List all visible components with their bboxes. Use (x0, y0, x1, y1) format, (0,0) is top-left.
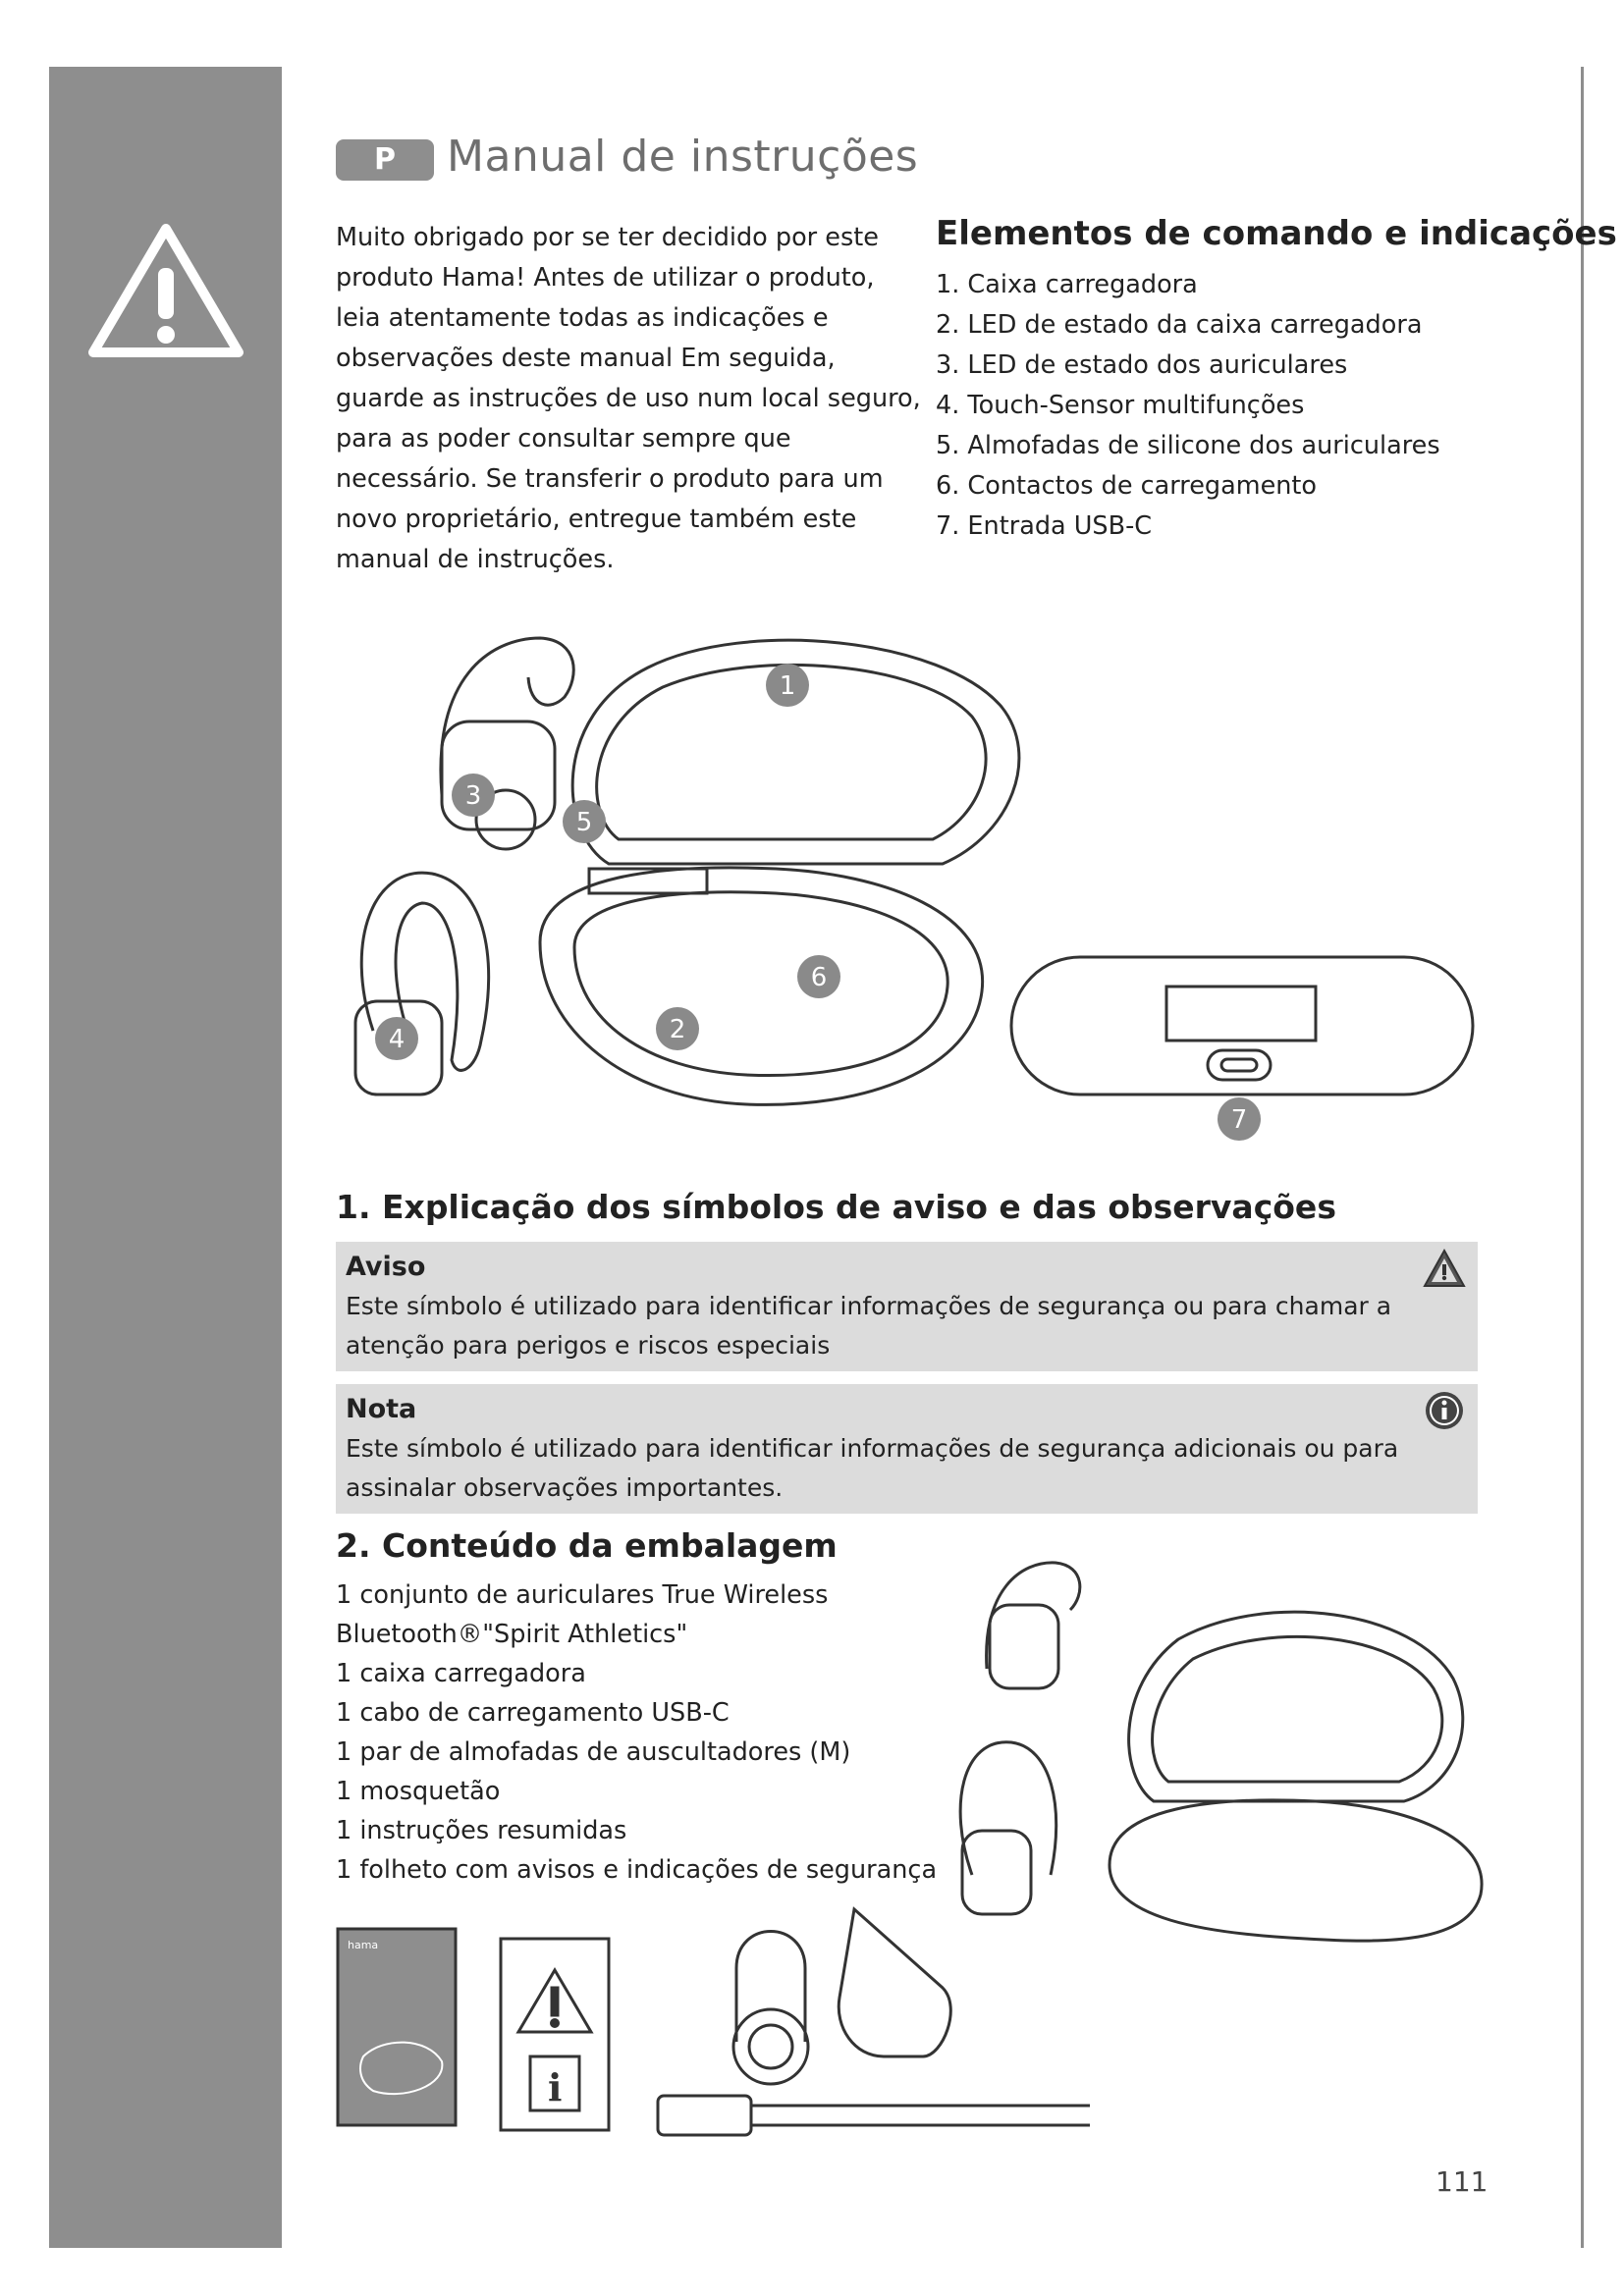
list-item: 1 cabo de carregamento USB-C (336, 1698, 730, 1728)
list-item: 5. Almofadas de silicone dos auriculares (936, 431, 1440, 460)
callout-label: 4 (388, 1025, 406, 1054)
list-item: 1 par de almofadas de auscultadores (M) (336, 1737, 851, 1767)
earbud-top-illustration (441, 638, 573, 849)
left-sidebar-band (49, 67, 282, 2248)
warning-triangle-icon (86, 221, 245, 360)
charging-case-closed-illustration (1011, 957, 1473, 1095)
callout-label: 6 (810, 963, 828, 992)
charging-case-open-illustration (540, 640, 1019, 1104)
list-item: 7. Entrada USB-C (936, 511, 1153, 541)
list-item: 1 conjunto de auriculares True Wireless Bluetooth®"Spirit Athletics" (336, 1580, 829, 1649)
callout-label: 5 (575, 808, 593, 837)
aviso-body: Este símbolo é utilizado para identificar informações de segurança ou para chamar a atenção para perigos e riscos especiais (346, 1292, 1392, 1360)
list-item: 1. Caixa carregadora (936, 270, 1198, 299)
elements-list (936, 265, 1440, 547)
nota-body: Este símbolo é utilizado para identificar informações de segurança adicionais ou para assinalar observações importantes. (346, 1434, 1399, 1502)
section1-heading: 1. Explicação dos símbolos de aviso e das observações (336, 1188, 1336, 1226)
nota-notice (336, 1384, 1478, 1514)
carabiner (839, 1909, 950, 2056)
callout-badges (375, 664, 1261, 1141)
page-number: 111 (1435, 2165, 1489, 2198)
section2-heading: 2. Conteúdo da embalagem (336, 1526, 838, 1565)
safety-leaflet (501, 1939, 609, 2130)
list-item: 3. LED de estado dos auriculares (936, 350, 1348, 380)
product-illustration (334, 618, 1492, 1168)
usb-c-cable (658, 2096, 1090, 2135)
list-item: 1 caixa carregadora (336, 1659, 586, 1688)
elements-heading: Elementos de comando e indicações (936, 214, 1617, 253)
package-contents-list (336, 1575, 974, 1890)
language-badge: P (336, 139, 434, 181)
list-item: 2. LED de estado da caixa carregadora (936, 310, 1423, 340)
aviso-title: Aviso (346, 1252, 426, 1282)
callout-label: 2 (669, 1015, 686, 1044)
earbud-left-illustration (355, 873, 489, 1095)
earbud-tips (733, 1932, 808, 2085)
callout-label: 1 (779, 671, 796, 701)
warning-triangle-icon (1423, 1248, 1466, 1289)
callout-label: 7 (1230, 1105, 1248, 1135)
nota-title: Nota (346, 1394, 417, 1424)
list-item: 6. Contactos de carregamento (936, 471, 1318, 501)
svg-text:i: i (548, 2065, 563, 2109)
list-item: 4. Touch-Sensor multifunções (936, 391, 1305, 420)
info-icon (1423, 1390, 1466, 1431)
package-items-illustration (334, 1899, 1100, 2155)
right-edge-rule (1581, 67, 1584, 2248)
package-earbuds-case-illustration (943, 1551, 1492, 1944)
list-item: 1 mosquetão (336, 1777, 501, 1806)
page-title: Manual de instruções (447, 132, 919, 182)
list-item: 1 instruções resumidas (336, 1816, 627, 1845)
callout-label: 3 (464, 781, 482, 811)
intro-paragraph: Muito obrigado por se ter decidido por este produto Hama! Antes de utilizar o produto, leia atentamente todas as indicações e observações deste manual Em seguida, guarde as instruções de uso num local seguro, para as poder consultar sempre que necessário. Se transferir o produto para um novo proprietário, entregue também este manual de instruções. (336, 223, 921, 574)
booklet-brand: hama (348, 1939, 379, 1951)
aviso-notice (336, 1242, 1478, 1371)
quick-guide-booklet (338, 1929, 456, 2125)
list-item: 1 folheto com avisos e indicações de segurança (336, 1855, 938, 1885)
